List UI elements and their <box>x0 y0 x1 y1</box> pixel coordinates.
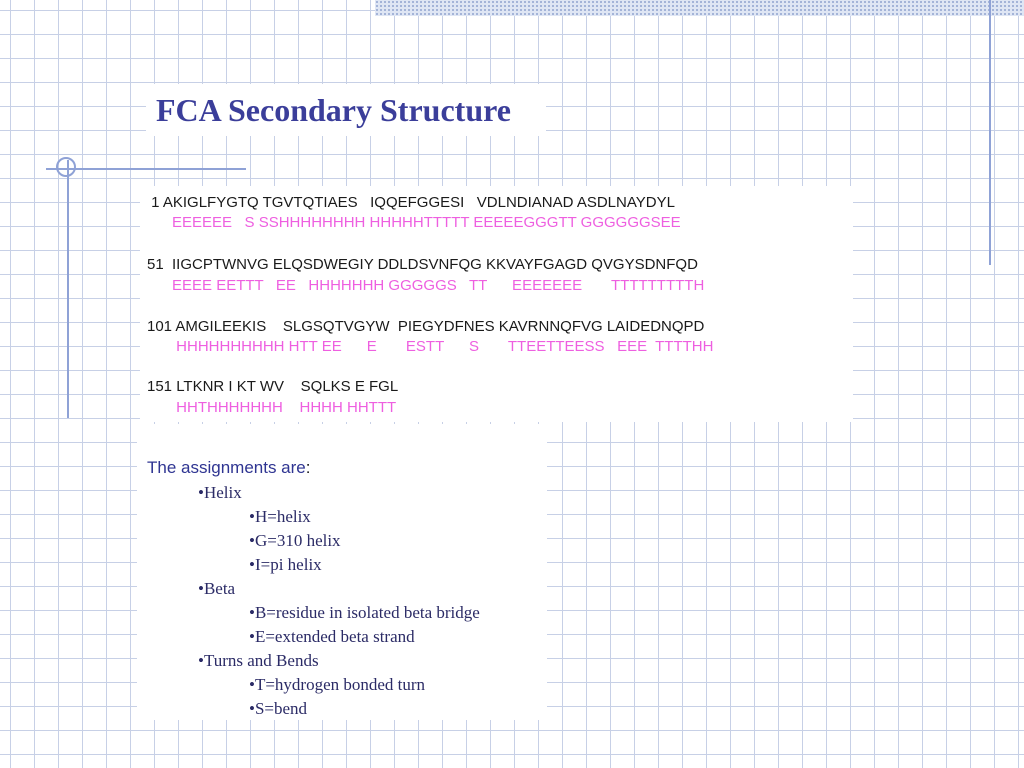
sequence-structure-line: EEEEEE S SSHHHHHHHH HHHHHTTTTT EEEEEGGGTT GGGGGGSEE <box>147 214 681 231</box>
assignments-heading-text: The assignments are <box>147 458 306 477</box>
assignment-category-turns: •Turns and Bends <box>198 651 319 670</box>
sequence-residues-line: 101 AMGILEEKIS SLGSQTVGYW PIEGYDFNES KAVRNNQFVG LAIDEDNQPD <box>147 318 705 335</box>
sequence-structure-line: EEEE EETTT EE HHHHHHH GGGGGS TT EEEEEEE TTTTTTTTTH <box>147 277 705 294</box>
assignment-item-i: •I=pi helix <box>249 555 322 574</box>
assignment-category-beta: •Beta <box>198 579 236 598</box>
sequence-residues-line: 51 IIGCPTWNVG ELQSDWEGIY DDLDSVNFQG KKVAYFGAGD QVGYSDNFQD <box>147 256 698 273</box>
assignments-heading <box>147 458 310 478</box>
assignment-category-helix: •Helix <box>198 483 242 502</box>
top-decorative-band <box>375 0 1024 16</box>
assignment-item-s: •S=bend <box>249 699 308 718</box>
left-vertical-rule <box>67 160 69 418</box>
assignment-item-b: •B=residue in isolated beta bridge <box>249 603 480 622</box>
slide-title: FCA Secondary Structure <box>156 92 511 128</box>
circle-ornament-icon <box>56 157 76 177</box>
sequence-structure-line: HHTHHHHHHH HHHH HHTTT <box>147 399 397 416</box>
left-horizontal-rule <box>46 168 246 170</box>
assignment-item-e: •E=extended beta strand <box>249 627 415 646</box>
assignments-heading-colon: : <box>305 458 311 477</box>
assignment-item-h: •H=helix <box>249 507 311 526</box>
right-vertical-rule <box>989 0 991 265</box>
sequence-residues-line: 1 AKIGLFYGTQ TGVTQTIAES IQQEFGGESI VDLNDIANAD ASDLNAYDYL <box>147 194 675 211</box>
sequence-residues-line: 151 LTKNR I KT WV SQLKS E FGL <box>147 378 399 395</box>
sequence-structure-line: HHHHHHHHHH HTT EE E ESTT S TTEETTEESS EEE TTTTHH <box>147 338 714 355</box>
assignment-item-t: •T=hydrogen bonded turn <box>249 675 426 694</box>
assignment-item-g: •G=310 helix <box>249 531 341 550</box>
